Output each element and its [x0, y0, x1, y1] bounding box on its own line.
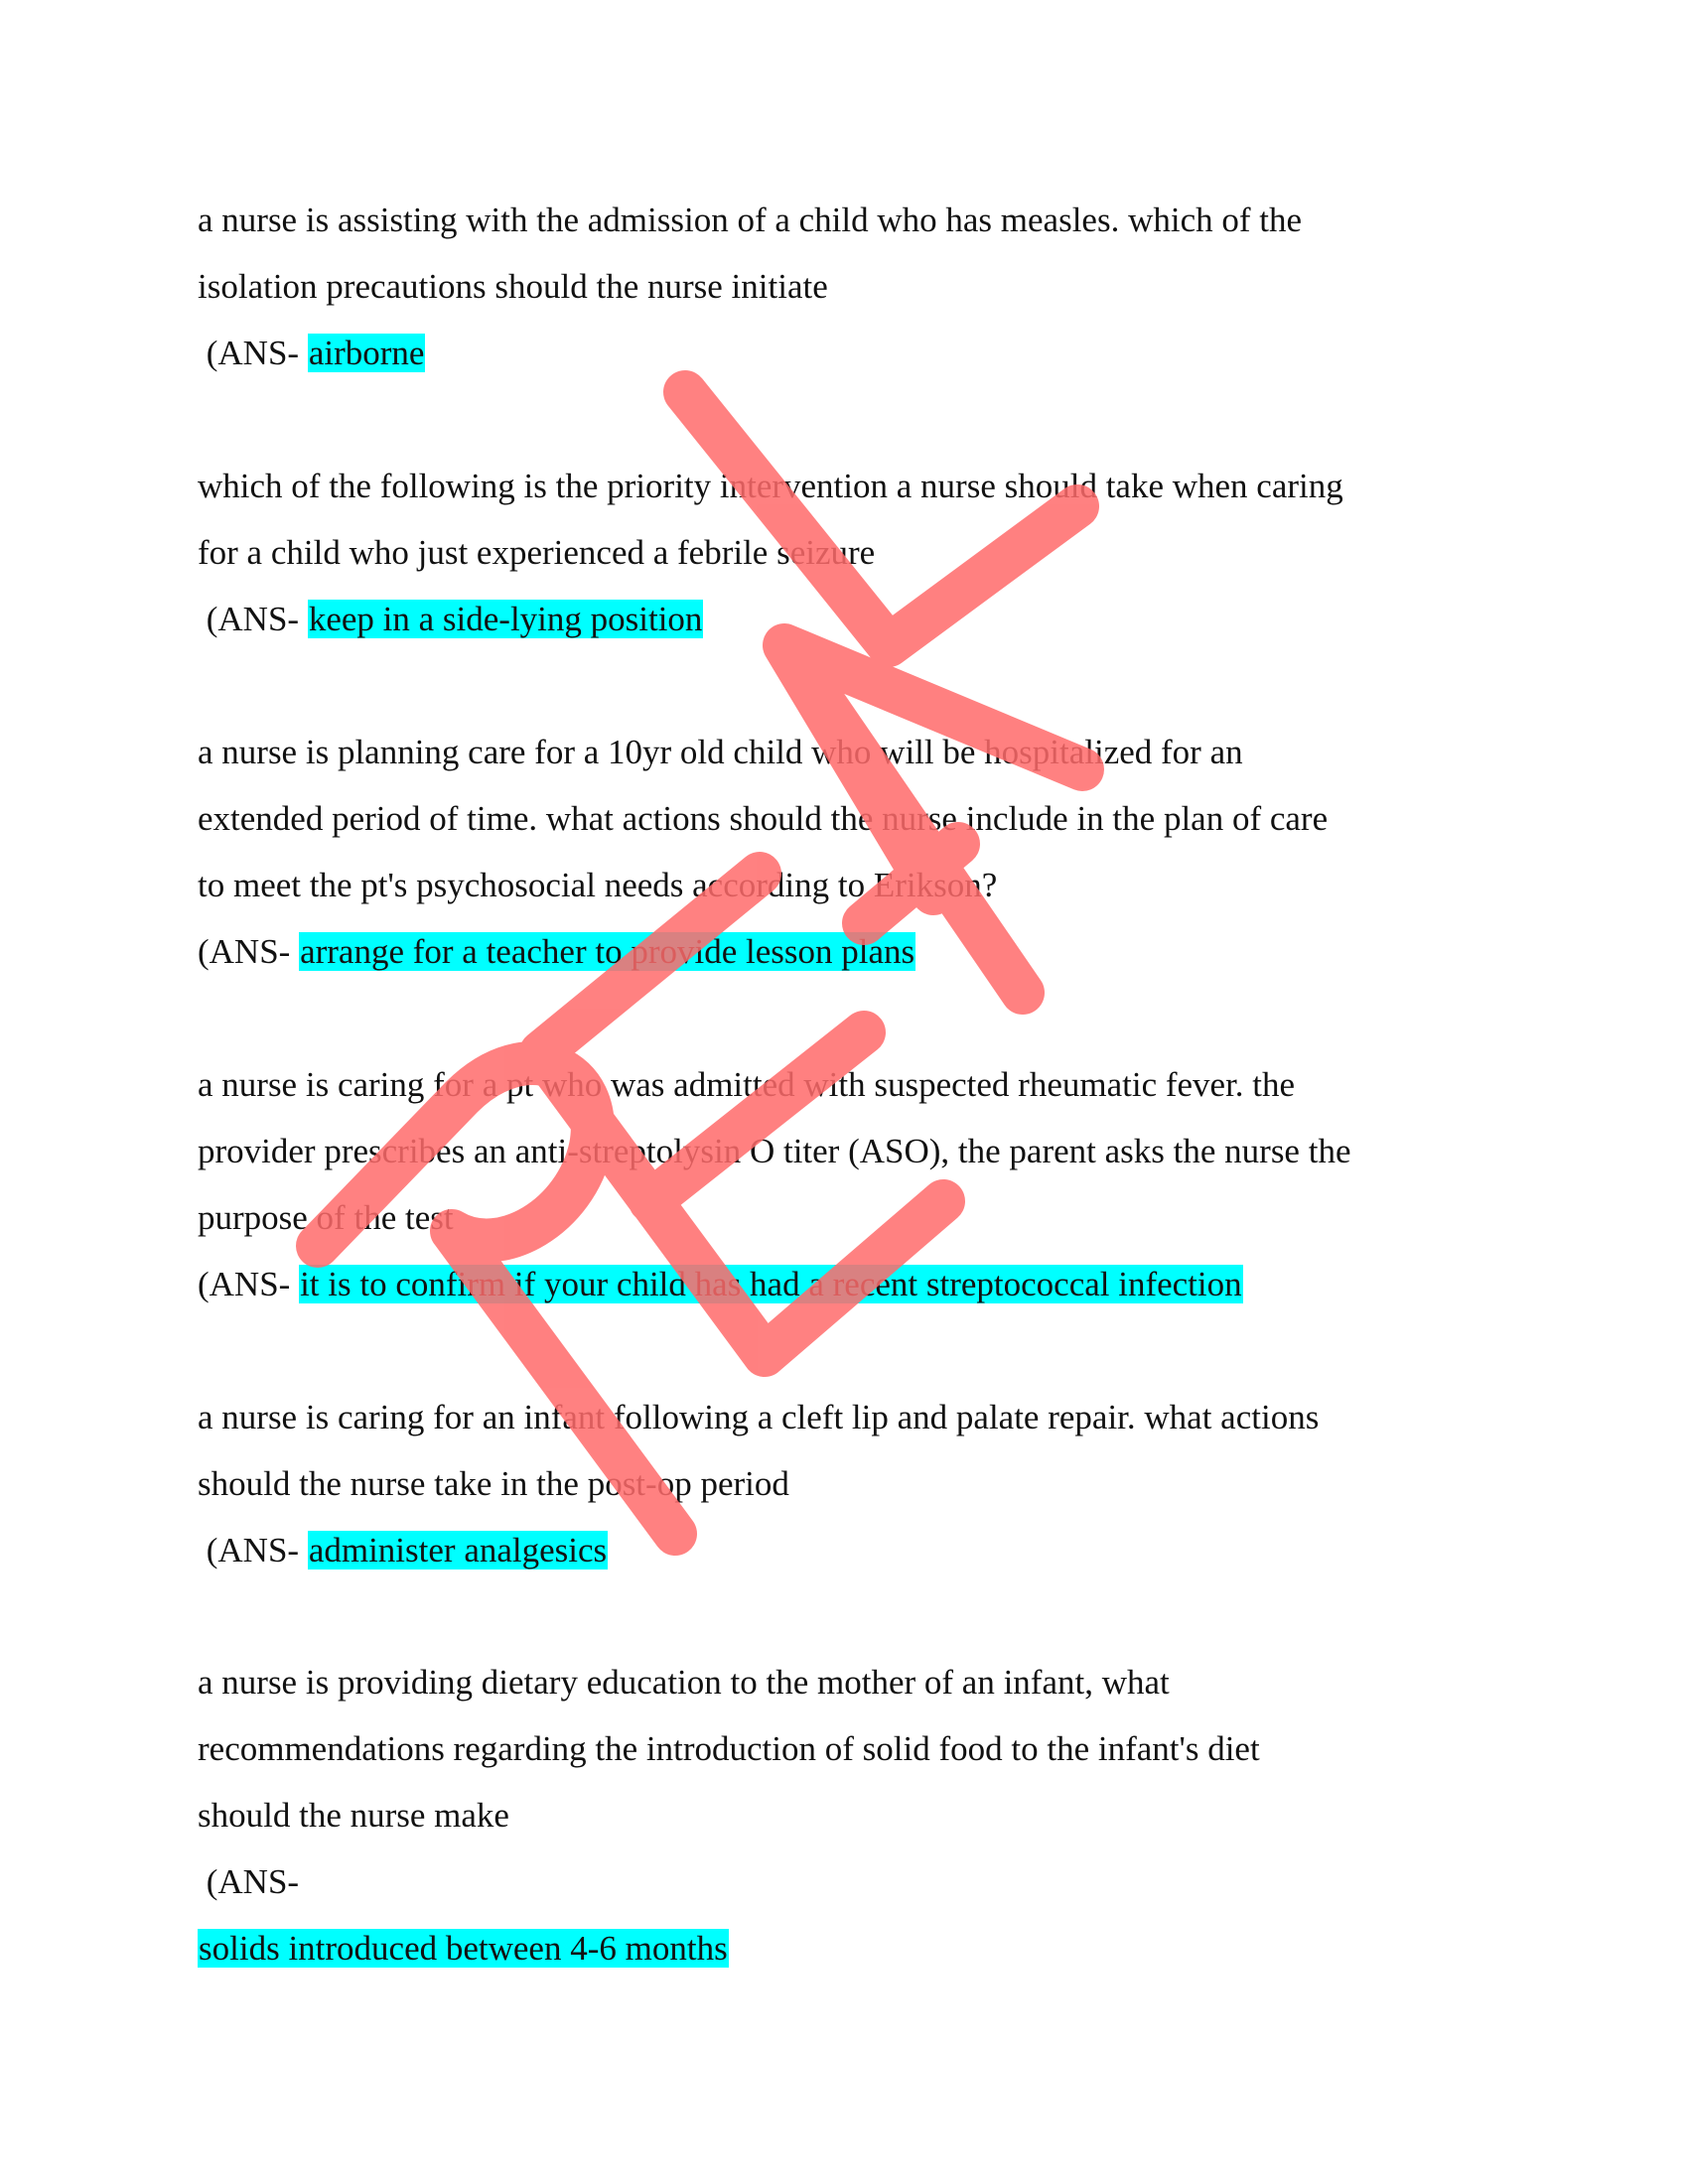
highlighted-answer: keep in a side-lying position [308, 600, 703, 638]
qa-item-3 [198, 719, 1508, 985]
question-line: a nurse is assisting with the admission of a child who has measles. which of the [198, 201, 1303, 239]
answer-line [198, 1517, 1508, 1583]
qa-item-5 [198, 1384, 1508, 1583]
question-line: isolation precautions should the nurse initiate [198, 267, 828, 306]
highlighted-answer: solids introduced between 4-6 months [199, 1929, 728, 1968]
answer-prefix: (ANS- [198, 334, 308, 372]
question-line: a nurse is caring for a pt who was admitted with suspected rheumatic fever. the [198, 1065, 1296, 1104]
question-line: provider prescribes an anti-streptolysin O titer (ASO), the parent asks the nurse the [198, 1132, 1351, 1170]
answer-line [198, 1848, 1508, 1915]
answer-prefix: (ANS- [198, 1531, 308, 1570]
answer-prefix: (ANS- [198, 1862, 300, 1901]
highlighted-answer: arrange for a teacher to provide lesson plans [300, 932, 915, 971]
question-line: should the nurse make [198, 1796, 509, 1835]
highlighted-answer: airborne [308, 334, 425, 372]
answer-prefix: (ANS- [198, 932, 300, 971]
question-line: should the nurse take in the post-op period [198, 1464, 789, 1503]
question-line: extended period of time. what actions should the nurse include in the plan of care [198, 799, 1329, 838]
answer-line [198, 1251, 1508, 1317]
answer-prefix: (ANS- [198, 1265, 300, 1303]
answer-line [198, 1915, 1508, 1981]
question-line: a nurse is providing dietary education to the mother of an infant, what [198, 1663, 1170, 1702]
qa-item-6 [198, 1649, 1508, 1981]
question-line: to meet the pt's psychosocial needs according to Erikson? [198, 866, 998, 904]
qa-item-2 [198, 453, 1508, 652]
question-line: for a child who just experienced a febrile seizure [198, 533, 876, 572]
answer-line [198, 918, 1508, 985]
answer-prefix: (ANS- [198, 600, 308, 638]
highlighted-answer: administer analgesics [308, 1531, 608, 1570]
qa-item-4 [198, 1051, 1508, 1317]
question-line: a nurse is caring for an infant following a cleft lip and palate repair. what actions [198, 1398, 1320, 1436]
question-line: purpose of the test [198, 1198, 454, 1237]
question-line: which of the following is the priority intervention a nurse should take when caring [198, 467, 1343, 505]
question-line: a nurse is planning care for a 10yr old child who will be hospitalized for an [198, 733, 1243, 771]
question-line: recommendations regarding the introduction of solid food to the infant's diet [198, 1729, 1260, 1768]
answer-line [198, 320, 1508, 386]
qa-item-1 [198, 187, 1508, 386]
answer-line [198, 586, 1508, 652]
highlighted-answer: it is to confirm if your child has had a recent streptococcal infection [300, 1265, 1242, 1303]
